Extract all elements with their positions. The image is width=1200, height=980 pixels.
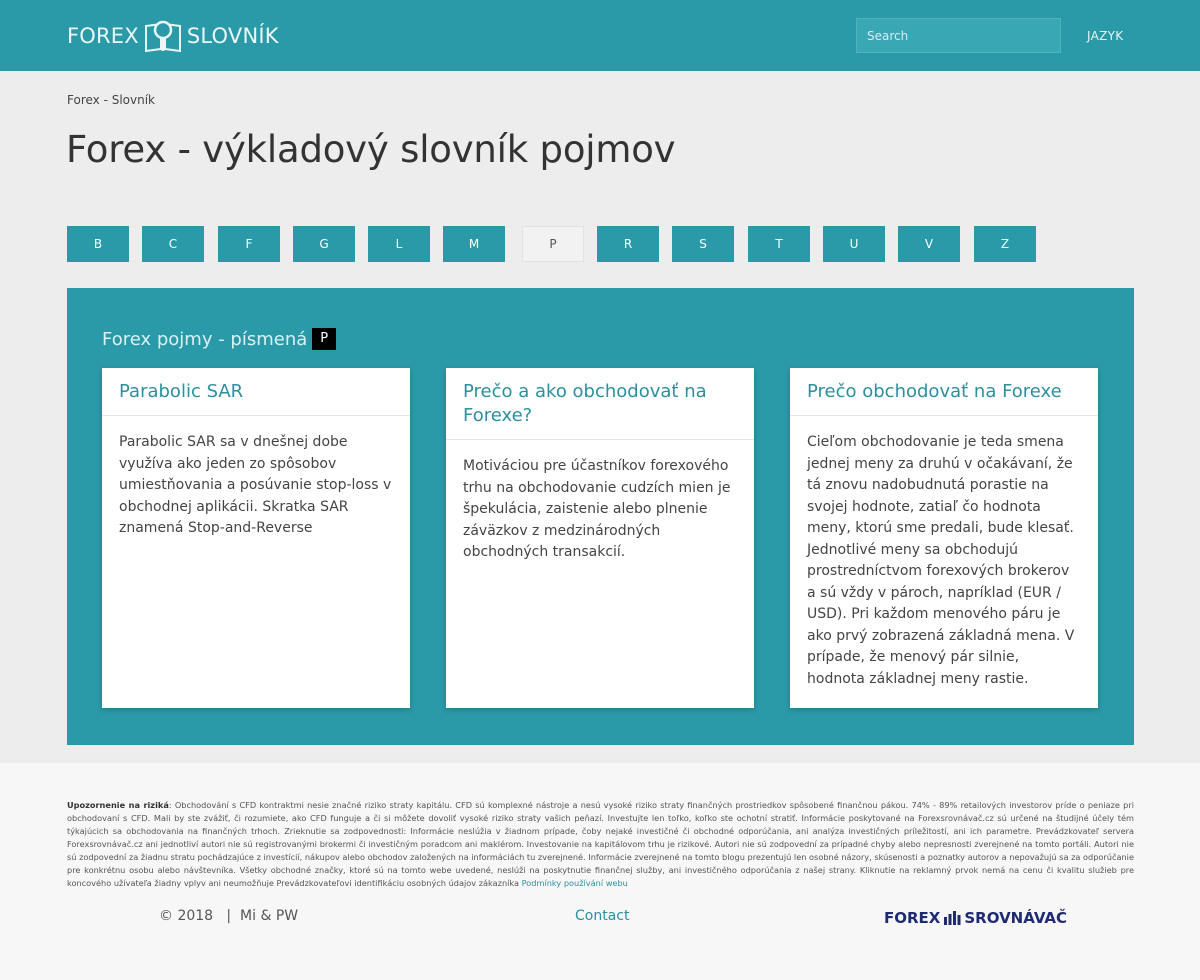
- terms-panel: [67, 288, 1134, 745]
- page-title: Forex - výkladový slovník pojmov: [66, 128, 676, 171]
- top-header: [0, 0, 1200, 71]
- letter-button-v[interactable]: V: [898, 226, 960, 262]
- page-footer: [0, 763, 1200, 980]
- term-card-text: Motiváciou pre účastníkov forexového trhu na obchodovanie cudzích mien je špekulácia, zaistenie alebo plnenie záväzkov z medzinárodných obchodných transakcií.: [463, 458, 731, 560]
- contact-link[interactable]: Contact: [575, 908, 630, 924]
- letter-button-c[interactable]: C: [142, 226, 204, 262]
- search-input[interactable]: [856, 18, 1061, 53]
- disclaimer-label: Upozornenie na riziká: [67, 800, 169, 810]
- disclaimer-text: : Obchodování s CFD kontraktmi nesie značné riziko straty kapitálu. CFD sú komplexné nástroje a nesú vysoké riziko straty finančných prostriedkov spôsobené finančnou pákou. 74% - 89% retailových investorov príde o peniaze pri obchodovaní s CFD. Mali by ste zvážiť, či rozumiete, ako CFD funguje a či si môžete dovoliť vysoké riziko straty vašich peňazí. Investujte len toľko, koľko ste ochotní stratiť. Informácie poskytované na Forexsrovnávač.cz sú určené na študijné účely tém týkajúcich sa obchodovania na finančných trhoch. Zrieknutie sa zodpovednosti: Informácie neslúžia v žiadnom prípade, čoby nejaké investičné či obchodné odporúčania, ani analýza investičných príležitostí, ani ich parametre. Prevádzkovateľ servera Forexsrovnávač.cz ani jednotliví autori nie sú registrovanými brokermi či investičným poradcom ani maklérom. Investovanie na kapitálovom trhu je rizikové. Autori nie sú zodpovední za prípadné chyby alebo nepresnosti zverejnené na tomto portáli. Autori nie sú zodpovední za žiadnu stratu pochádzajúce z investícií, nákupov alebo obchodov založených na informáciách tu zverejnené. Informácie zverejnené na tomto blogu prezentujú len osobné názory, skúsenosti a poznatky autorov a nepovažujú sa za odporúčanie pre konkrétnu osobu alebo návštevníka. Všetky obchodné značky, ktoré sú na tomto webe uvedené, neslúži na poskytnutie finančnej služby, ani investičného odporúčania z našej strany. Kliknutie na reklamný prvok nemá na cenu či kvalitu služieb pre koncového užívateľa žiadny vplyv ani neumožňuje Prevádzkovateľovi identifikáciu osobných údajov zákazníka: [67, 800, 1134, 888]
- term-card-title[interactable]: Prečo obchodovať na Forexe: [790, 368, 1098, 416]
- letter-button-z[interactable]: Z: [974, 226, 1036, 262]
- letter-button-s[interactable]: S: [672, 226, 734, 262]
- term-card: [790, 368, 1098, 708]
- term-card-title[interactable]: Prečo a ako obchodovať na Forexe?: [446, 368, 754, 440]
- term-card-title[interactable]: Parabolic SAR: [102, 368, 410, 416]
- panel-heading-text: Forex pojmy - písmená: [102, 328, 308, 350]
- logo-text-slovnik: SLOVNÍK: [186, 24, 279, 48]
- site-logo[interactable]: [67, 16, 279, 56]
- brand-text-srovnavac: SROVNÁVAČ: [964, 909, 1068, 927]
- logo-text-forex: FOREX: [67, 24, 139, 48]
- letter-button-t[interactable]: T: [748, 226, 810, 262]
- brand-text-forex: FOREX: [884, 909, 941, 927]
- term-card-text: Parabolic SAR sa v dnešnej dobe využíva ako jeden zo spôsobov umiestňovania a posúvanie stop-loss v obchodnej aplikácii. Skratka SAR znamená Stop-and-Reverse: [119, 434, 392, 536]
- term-card: [102, 368, 410, 708]
- term-card-text: Cieľom obchodovanie je teda smena jednej meny za druhú v očakávaní, že tá znovu nadobudnutá porastie na svojej hodnote, zatiaľ čo hodnota meny, ktorú sme predali, bude klesať. Jednotlivé meny sa obchodujú prostredníctvom forexových brokerov a sú vždy v pároch, napríklad (EUR / USD). Pri každom menového páru je ako prvý zobrazená základná mena. V prípade, že menový pár silnie, hodnota základnej meny rastie.: [807, 434, 1075, 687]
- letter-button-b[interactable]: B: [67, 226, 129, 262]
- copyright: © 2018 | Mi & PW: [159, 908, 299, 924]
- book-magnifier-icon: [143, 16, 183, 56]
- letter-button-m[interactable]: M: [443, 226, 505, 262]
- language-menu[interactable]: JAZYK: [1087, 29, 1124, 43]
- bar-chart-icon: [943, 910, 961, 926]
- forex-srovnavac-logo[interactable]: [884, 909, 1067, 927]
- letter-button-p-active[interactable]: P: [522, 226, 584, 262]
- letter-button-g[interactable]: G: [293, 226, 355, 262]
- letter-button-u[interactable]: U: [823, 226, 885, 262]
- panel-heading: [102, 328, 336, 350]
- letter-button-f[interactable]: F: [218, 226, 280, 262]
- risk-disclaimer: [67, 799, 1134, 890]
- current-letter-badge: P: [312, 328, 336, 350]
- letter-button-r[interactable]: R: [597, 226, 659, 262]
- letter-button-l[interactable]: L: [368, 226, 430, 262]
- breadcrumb[interactable]: Forex - Slovník: [67, 93, 156, 107]
- term-card: [446, 368, 754, 708]
- terms-link[interactable]: Podmínky používání webu: [521, 878, 628, 888]
